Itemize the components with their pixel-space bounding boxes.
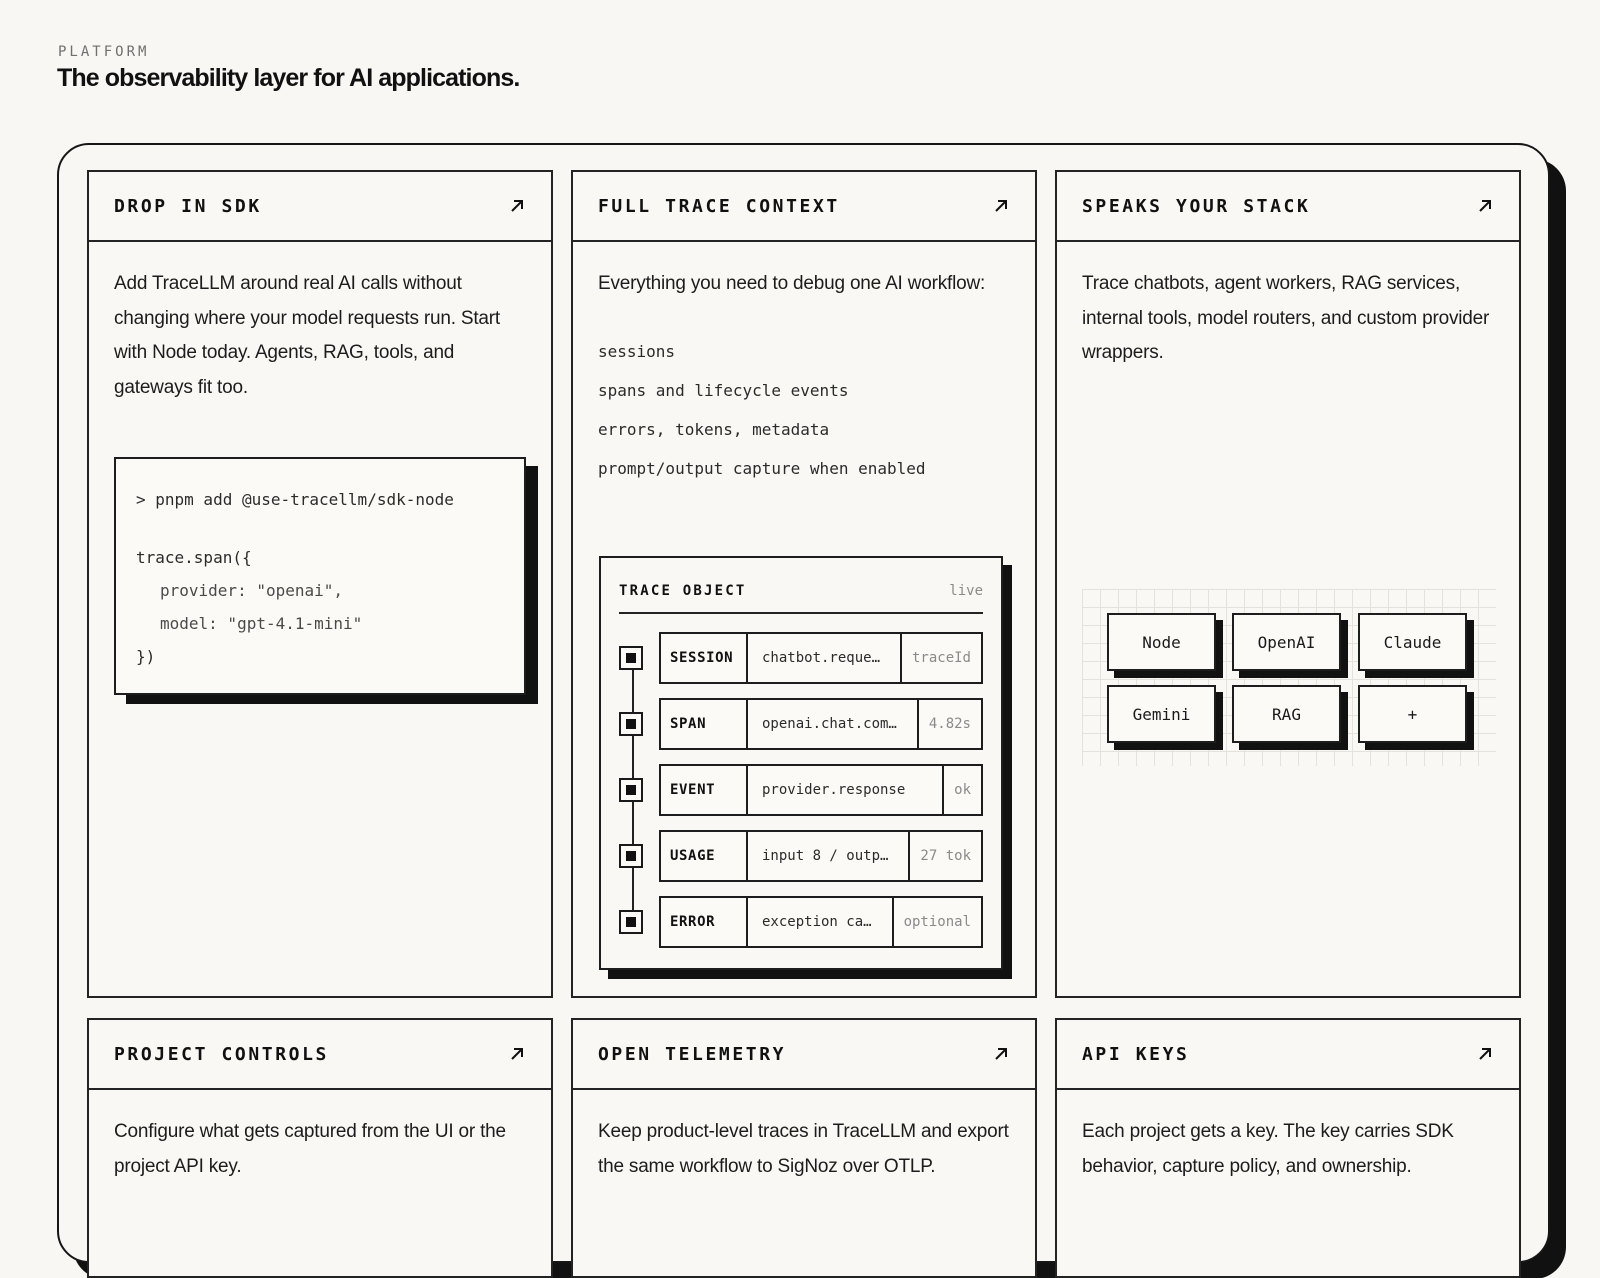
trace-kind: ERROR xyxy=(661,898,748,946)
stack-grid xyxy=(1082,589,1496,766)
feature-list xyxy=(598,332,1011,488)
code-line: trace.span({ xyxy=(136,548,252,567)
status-badge: live xyxy=(949,583,983,599)
trace-kind: SESSION xyxy=(661,634,748,682)
card-description: Each project gets a key. The key carries SDK behavior, capture policy, and ownership. xyxy=(1082,1121,1454,1177)
feature-item: prompt/output capture when enabled xyxy=(598,458,926,478)
card-title: API KEYS xyxy=(1082,1043,1190,1065)
code-line: model: "gpt-4.1-mini" xyxy=(160,614,363,633)
card-title: SPEAKS YOUR STACK xyxy=(1082,195,1311,217)
trace-row[interactable] xyxy=(619,632,983,684)
card-api-keys[interactable] xyxy=(1055,1018,1521,1278)
trace-meta: optional xyxy=(892,898,981,946)
trace-object-panel xyxy=(599,556,1003,970)
card-header xyxy=(89,172,551,242)
card-project-controls[interactable] xyxy=(87,1018,553,1278)
card-header xyxy=(1057,172,1519,242)
arrow-up-right-icon[interactable] xyxy=(1476,197,1494,215)
section-eyebrow: PLATFORM xyxy=(58,44,150,60)
stack-chip-more[interactable]: + xyxy=(1358,685,1467,743)
arrow-up-right-icon[interactable] xyxy=(508,197,526,215)
install-command: > pnpm add @use-tracellm/sdk-node xyxy=(136,490,454,509)
trace-row[interactable] xyxy=(619,896,983,948)
trace-value: exception ca… xyxy=(762,914,872,930)
card-title: OPEN TELEMETRY xyxy=(598,1043,787,1065)
node-marker-icon xyxy=(619,778,643,802)
card-full-trace-context[interactable] xyxy=(571,170,1037,998)
code-line: }) xyxy=(136,647,156,666)
card-description: Configure what gets captured from the UI or the project API key. xyxy=(114,1121,506,1177)
code-line: provider: "openai", xyxy=(160,581,344,600)
stack-chip-node[interactable]: Node xyxy=(1107,613,1216,671)
node-marker-icon xyxy=(619,844,643,868)
feature-item: errors, tokens, metadata xyxy=(598,419,830,439)
card-title: FULL TRACE CONTEXT xyxy=(598,195,840,217)
node-marker-icon xyxy=(619,910,643,934)
arrow-up-right-icon[interactable] xyxy=(1476,1045,1494,1063)
card-header xyxy=(1057,1020,1519,1090)
trace-meta: 27 tok xyxy=(908,832,981,880)
trace-object-header xyxy=(619,570,983,614)
stack-chip-gemini[interactable]: Gemini xyxy=(1107,685,1216,743)
card-header xyxy=(573,1020,1035,1090)
stack-chip-claude[interactable]: Claude xyxy=(1358,613,1467,671)
card-drop-in-sdk[interactable] xyxy=(87,170,553,998)
card-description: Add TraceLLM around real AI calls without changing where your model requests run. Start with Node today. Agents, RAG, tools, and gateways fit too. xyxy=(114,273,500,398)
trace-kind: USAGE xyxy=(661,832,748,880)
card-header xyxy=(573,172,1035,242)
trace-row[interactable] xyxy=(619,764,983,816)
trace-value: openai.chat.com… xyxy=(762,716,897,732)
card-header xyxy=(89,1020,551,1090)
trace-kind: EVENT xyxy=(661,766,748,814)
node-marker-icon xyxy=(619,646,643,670)
trace-meta: traceId xyxy=(900,634,981,682)
card-description: Keep product-level traces in TraceLLM and export the same workflow to SigNoz over OTLP. xyxy=(598,1121,1009,1177)
trace-row[interactable] xyxy=(619,698,983,750)
arrow-up-right-icon[interactable] xyxy=(992,197,1010,215)
card-title: DROP IN SDK xyxy=(114,195,262,217)
arrow-up-right-icon[interactable] xyxy=(508,1045,526,1063)
trace-meta: ok xyxy=(942,766,981,814)
trace-object-title: TRACE OBJECT xyxy=(619,583,747,599)
feature-item: sessions xyxy=(598,341,676,361)
node-marker-icon xyxy=(619,712,643,736)
card-open-telemetry[interactable] xyxy=(571,1018,1037,1278)
page-title: The observability layer for AI applications. xyxy=(57,64,520,92)
feature-item: spans and lifecycle events xyxy=(598,380,849,400)
card-title: PROJECT CONTROLS xyxy=(114,1043,329,1065)
trace-meta: 4.82s xyxy=(917,700,981,748)
trace-value: chatbot.reque… xyxy=(762,650,881,666)
arrow-up-right-icon[interactable] xyxy=(992,1045,1010,1063)
stack-chip-openai[interactable]: OpenAI xyxy=(1232,613,1341,671)
code-snippet xyxy=(114,457,526,695)
card-description: Trace chatbots, agent workers, RAG services, internal tools, model routers, and custom provider wrappers. xyxy=(1082,273,1490,363)
trace-row[interactable] xyxy=(619,830,983,882)
trace-kind: SPAN xyxy=(661,700,748,748)
trace-value: provider.response xyxy=(762,782,906,798)
card-speaks-your-stack[interactable] xyxy=(1055,170,1521,998)
stack-chip-rag[interactable]: RAG xyxy=(1232,685,1341,743)
card-description: Everything you need to debug one AI workflow: xyxy=(598,273,986,294)
trace-value: input 8 / outp… xyxy=(762,848,889,864)
